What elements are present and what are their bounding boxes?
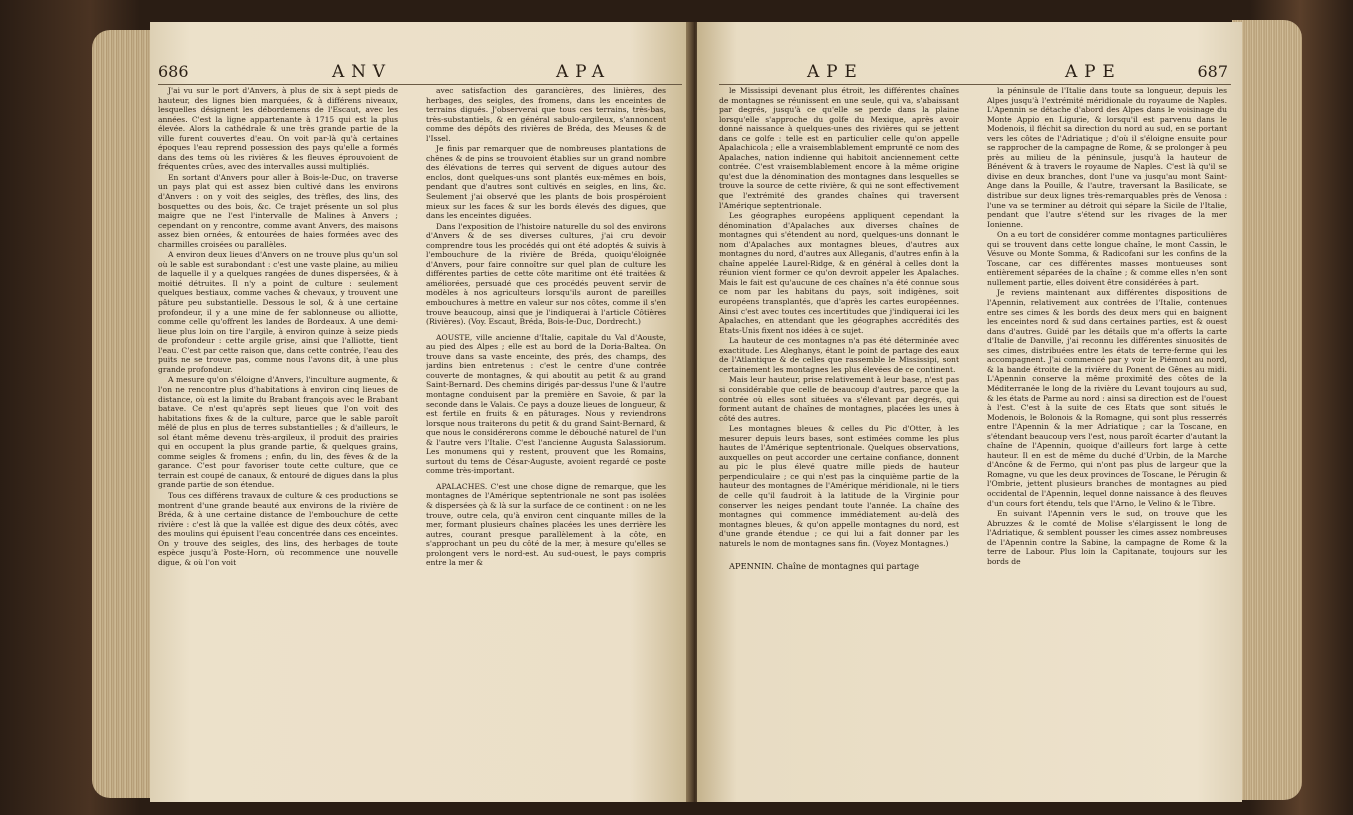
paragraph: La hauteur de ces montagnes n'a pas été déterminée avec exactitude. Les Aleghanys, étant le point de partage des eaux de l'Atlantique & de celles que rassemble le Mississipi, sont certainement les montagnes les plus élevées de ce continent. [719,336,959,374]
running-head-left: APE [807,62,864,82]
paragraph: Dans l'exposition de l'histoire naturelle du sol des environs d'Anvers & de ses diverses cultures, j'ai cru devoir comprendre tous les procédés qui ont été adoptés & suivis à l'embouchure de la rivière de Bréda, quoiqu'éloignée d'Anvers, pour faire connoître sur quel plan de culture les différentes parties de cette côte maritime ont été traitées & améliorées, persuadé que ces procédés peuvent servir de modèles à nos agriculteurs lorsqu'ils auront de pareilles embouchures à mettre en valeur sur nos côtes, comme il s'en trouve beaucoup, ainsi que je l'indiquerai à l'article Côtières (Rivières). (Voy. Escaut, Bréda, Bois-le-Duc, Dordrecht.) [426,221,666,327]
paragraph: Les montagnes bleues & celles du Pic d'Otter, à les mesurer depuis leurs bases, sont estimées comme les plus hautes de l'Amérique septentrionale. Quelques observations, auxquelles on peut accorder une certaine confiance, donnent au pic le plus élevé quatre mille pieds de hauteur perpendiculaire ; ce qui n'est pas la cinquième partie de la hauteur des montagnes de l'Amérique méridionale, ni le tiers de celle qu'il faudroit à la latitude de la Virginie pour conserver les neiges pendant toute l'année. La chaîne des montagnes qui commence immédiatement au-delà des montagnes bleues, & qu'on appelle montagnes du nord, est d'une grande étendue ; ce qui lui a fait donner par les naturels le nom de montagnes sans fin. (Voyez Montagnes.) [719,424,959,548]
paragraph: En suivant l'Apennin vers le sud, on trouve que les Abruzzes & le comté de Molise s'élargissent le long de l'Adriatique, & semblent pousser les cimes assez nombreuses de l'Apennin contre la Sabine, la campagne de Rome & la terre de Labour. Plus loin la Capitanate, toujours sur les bords de [987,509,1227,566]
right-page-column-2 [987,86,1227,796]
header-rule [719,84,1231,85]
paragraph: avec satisfaction des garancières, des linières, des herbages, des seigles, des fromens, dans les enceintes de terrains digués. J'observerai que tous ces terrains, très-bas, très-substantiels, & en général sabulo-argileux, s'annoncent comme des dépôts des rivières de Bréda, des Meuses & de l'Issel. [426,86,666,143]
entry-apennin: APENNIN. Chaîne de montagnes qui partage [729,561,920,572]
running-head-left: ANV [332,62,392,82]
paragraph: la péninsule de l'Italie dans toute sa longueur, depuis les Alpes jusqu'à l'extrémité méridionale du royaume de Naples. L'Apennin se détache d'abord des Alpes dans le voisinage du Monte Appio en Ligurie, & lorsqu'il est parvenu dans le Modenois, il fléchit sa direction du nord au sud, en se portant vers les côtes de l'Adriatique ; d'où il s'éloigne ensuite pour se rapprocher de la campagne de Rome, & se prolonger à peu près au milieu de la péninsule, jusqu'à la hauteur de Bénévent & à travers le royaume de Naples. C'est là qu'il se divise en deux branches, dont l'une va jusqu'au mont Saint-Ange dans la Pouille, & l'autre, traversant la Basilicate, se distribue sur deux lignes très-remarquables près de Venosa : l'une va se terminer au détroit qui sépare la Sicile de l'Italie, pendant que l'autre s'étend sur les rivages de la mer Ionienne. [987,86,1227,229]
paragraph: A mesure qu'on s'éloigne d'Anvers, l'inculture augmente, & l'on ne rencontre plus d'habitations à environ cinq lieues de distance, où est la limite du Brabant françois avec le Brabant batave. Ce n'est qu'après sept lieues que l'on voit des habitations fixes & de la culture, parce que le sable paroît mêlé de plus en plus de terres substantielles ; & d'ailleurs, le sol étant même devenu très-argileux, il produit des prairies qui en occupent la plus grande partie, & quelques grains, comme seigles & fromens ; enfin, du lin, des fèves & de la garance. C'est pour favoriser toute cette culture, que ce terrain est coupé de canaux, & entouré de digues dans la plus grande partie de son étendue. [158,375,398,490]
paragraph: Je finis par remarquer que de nombreuses plantations de chênes & de pins se trouvoient établies sur un grand nombre des élévations de terres qui servent de digues autour des enclos, dont quelques-uns sont plantés eux-mêmes en bois, pendant que d'autres sont cultivés en seigles, en lins, &c. Seulement j'ai observé que les plants de bois prospéroient mieux sur les faces & sur les bords élevés des digues, que dans les enceintes diguées. [426,144,666,221]
running-head-right: APA [556,62,611,82]
right-page-column-1 [719,86,959,796]
paragraph: Les géographes européens appliquent cependant la dénomination d'Apalaches aux diverses chaînes de montagnes qui s'étendent au nord, quelques-uns donnant le nom d'Apalaches aux montagnes bleues, d'autres aux montagnes du nord, d'autres aux Alleganis, d'autres enfin à la chaîne appelée Laurel-Ridge, & en général à celles dont la réunion vient former ce qu'on devroit appeler les Apalaches. Mais le fait est qu'aucune de ces chaînes n'a été connue sous ce nom par les habitans du pays, soit indigènes, soit européens transplantés, que d'après les cartes européennes. Ainsi c'est avec toutes ces incertitudes que j'indiquerai ici les Apalaches, en attendant que les géographes accrédités des Etats-Unis fixent nos idées à ce sujet. [719,211,959,335]
right-page [697,22,1242,802]
entry-aouste: AOUSTE, ville ancienne d'Italie, capitale du Val d'Aouste, au pied des Alpes ; elle est au bord de la Doria-Baltea. On trouve dans sa vaste enceinte, des prés, des champs, des jardins bien entretenus : c'est le centre d'une contrée couverte de montagnes, & qui aboutit au petit & au grand Saint-Bernard. Des chemins dirigés par-dessus l'une & l'autre montagne conduisent par la première en Savoie, & par la seconde dans le Valais. Ce pays a douze lieues de longueur, & est fertile en fruits & en pâturages. Nous y reviendrons lorsque nous traiterons du petit & du grand Saint-Bernard, & que nous le considérerons comme le débouché naturel de l'un & l'autre vers l'Italie. C'est l'ancienne Augusta Salassiorum. Les monumens qui y restent, prouvent que les Romains, surtout du tems de César-Auguste, avoient regardé ce poste comme très-important. [426,332,666,476]
page-number: 687 [1197,62,1228,81]
entry-apalaches: APALACHES. C'est une chose digne de remarque, que les montagnes de l'Amérique septentrionale ne sont pas isolées & dispersées çà & là sur la surface de ce continent : on ne les trouve, outre cela, qu'à environ cent cinquante milles de la mer, formant plusieurs chaînes placées les unes derrière les autres, courant presque parallèlement à la côte, en s'approchant un peu du côté de la mer, à mesure qu'elles se prolongent vers le nord-est. Au sud-ouest, le pays compris entre la mer & [426,481,666,568]
running-head-right: APE [1065,62,1122,82]
right-page-edges [1232,20,1302,800]
paragraph: Tous ces différens travaux de culture & ces productions se montrent d'une grande beauté aux environs de la rivière de Bréda, & à une certaine distance de l'embouchure de cette rivière : c'est là que la vallée est digue des deux côtés, avec des moulins qui épuisent l'eau concentrée dans ces enceintes. On y trouve des seigles, des lins, des herbages de toute espèce jusqu'à Poste-Horn, où recommence une nouvelle digue, & où l'on voit [158,490,398,567]
paragraph: En sortant d'Anvers pour aller à Bois-le-Duc, on traverse un pays plat qui est assez bien cultivé dans les environs d'Anvers : on y voit des seigles, des trèfles, des lins, des bosquettes ou des bois, &c. Ce trajet présente un sol plus maigre que ne l'est l'intervalle de Malines à Anvers ; cependant on y rencontre, comme avant Anvers, des maisons assez bien ornées, & entourées de haies formées avec des charmilles croisées ou parallèles. [158,172,398,249]
paragraph: J'ai vu sur le port d'Anvers, à plus de six à sept pieds de hauteur, des lignes bien marquées, & à différens niveaux, lesquelles désignent les débordemens de l'Escaut, avec les années. C'est la ligne appartenante à 1715 qui est la plus élevée. Alors la cathédrale & une très grande partie de la ville furent couvertes d'eau. On voit par-là qu'à certaines époques l'eau reprend possession des pays qu'elle a formés dans des tems où les rivières & les fleuves éprouvoient de fréquentes crûes, avec des intervalles aussi multipliés. [158,86,398,172]
left-page-column-2 [426,86,666,796]
paragraph: On a eu tort de considérer comme montagnes particulières qui se trouvent dans cette longue chaîne, le mont Cassin, le Vésuve ou Monte Somma, & Radicofani sur les confins de la Toscane, car ces différentes masses montueuses sont entièrement séparées de la chaîne ; & comme elles n'en sont nullement partie, elles doivent être considérées à part. [987,230,1227,287]
paragraph: A environ deux lieues d'Anvers on ne trouve plus qu'un sol où le sable est surabondant : c'est une vaste plaine, au milieu de laquelle il y a quelques rangées de dunes dispersées, & à moitié détruites. Il n'y a point de culture : seulement quelques bestiaux, comme vaches & chevaux, y trouvent une pâture peu substantielle. Dessous le sol, & à une certaine profondeur, il y a une mine de fer sablonneuse ou alliotte, comme celle qu'offrent les landes de Bordeaux. A une demi-lieue plus loin on tire l'argile, à environ quinze à seize pieds de profondeur : cette argile grise, ainsi que l'alliotte, tient l'eau. C'est par cette raison que, dans cette contrée, l'eau des puits ne se trouve pas, comme nous l'avons dit, à une plus grande profondeur. [158,250,398,374]
left-page-edges [92,30,158,798]
paragraph: Mais leur hauteur, prise relativement à leur base, n'est pas si considérable que celle de beaucoup d'autres, parce que la contrée où elles sont situées va s'élevant par degrés, qui forment autant de chaînes de montagnes, placées les unes à côté des autres. [719,375,959,423]
page-number: 686 [158,62,189,81]
left-page-header [150,62,690,84]
paragraph: Je reviens maintenant aux différentes dispositions de l'Apennin, relativement aux contrées de l'Italie, contenues entre ses cimes & les bords des deux mers qui en baignent les enceintes nord & sud dans certaines parties, est & ouest dans d'autres. Guidé par les détails que m'a offerts la carte d'Italie de Danville, j'ai reconnu les différentes sinuosités de ses cimes, distribuées entre les états de terre-ferme qui les accompagnent. J'ai commencé par y voir le Piémont au nord, & la bande étroite de la rivière du Ponent de Gênes au midi. L'Apennin conserve la même proximité des côtes de la Méditerranée le long de la rivière du Levant toujours au sud, & les états de Parme au nord : ainsi sa direction est de l'ouest à l'est. C'est à la suite de ces Etats que sont situés le Modenois, le Bolonois & la Romagne, qui sont plus resserrés entre l'Apennin & la mer Adriatique ; car la Toscane, en s'étendant beaucoup vers l'est, nous paroît écarter d'autant la chaîne de l'Apennin, quoique d'ailleurs fort large à cette hauteur. Il en est de même du duché d'Urbin, de la Marche d'Ancône & de Fermo, qui n'ont pas plus de largeur que la Romagne, vu que les deux provinces de Toscane, le Pérugin & l'Ombrie, jettent plusieurs branches de montagnes au pied occidental de l'Apennin, lequel donne naissance à des fleuves d'un cours fort étendu, tels que l'Arno, le Velino & le Tibre. [987,288,1227,508]
left-page-column-1 [158,86,398,796]
paragraph: le Mississipi devenant plus étroit, les différentes chaînes de montagnes se réunissent en une seule, qui va, s'abaissant par degrés, jusqu'à ce qu'elle se perde dans la plaine lorsqu'elle s'approche du golfe du Mexique, après avoir donné naissance à quelques-unes des rivières qui se jettent dans ce golfe : telle est en particulier celle qu'on appelle Apalachicola ; elle a vraisemblablement emprunté ce nom des Apalaches, nation indienne qui habitoit anciennement cette contrée. C'est vraisemblablement encore à la même origine qu'est due la dénomination des montagnes dans lesquelles se trouve la source de cette rivière, & qui ne sont effectivement que l'extrémité des grandes chaînes qui traversent l'Amérique septentrionale. [719,86,959,210]
left-page [150,22,690,802]
header-rule [158,84,682,85]
right-page-header [697,62,1242,84]
